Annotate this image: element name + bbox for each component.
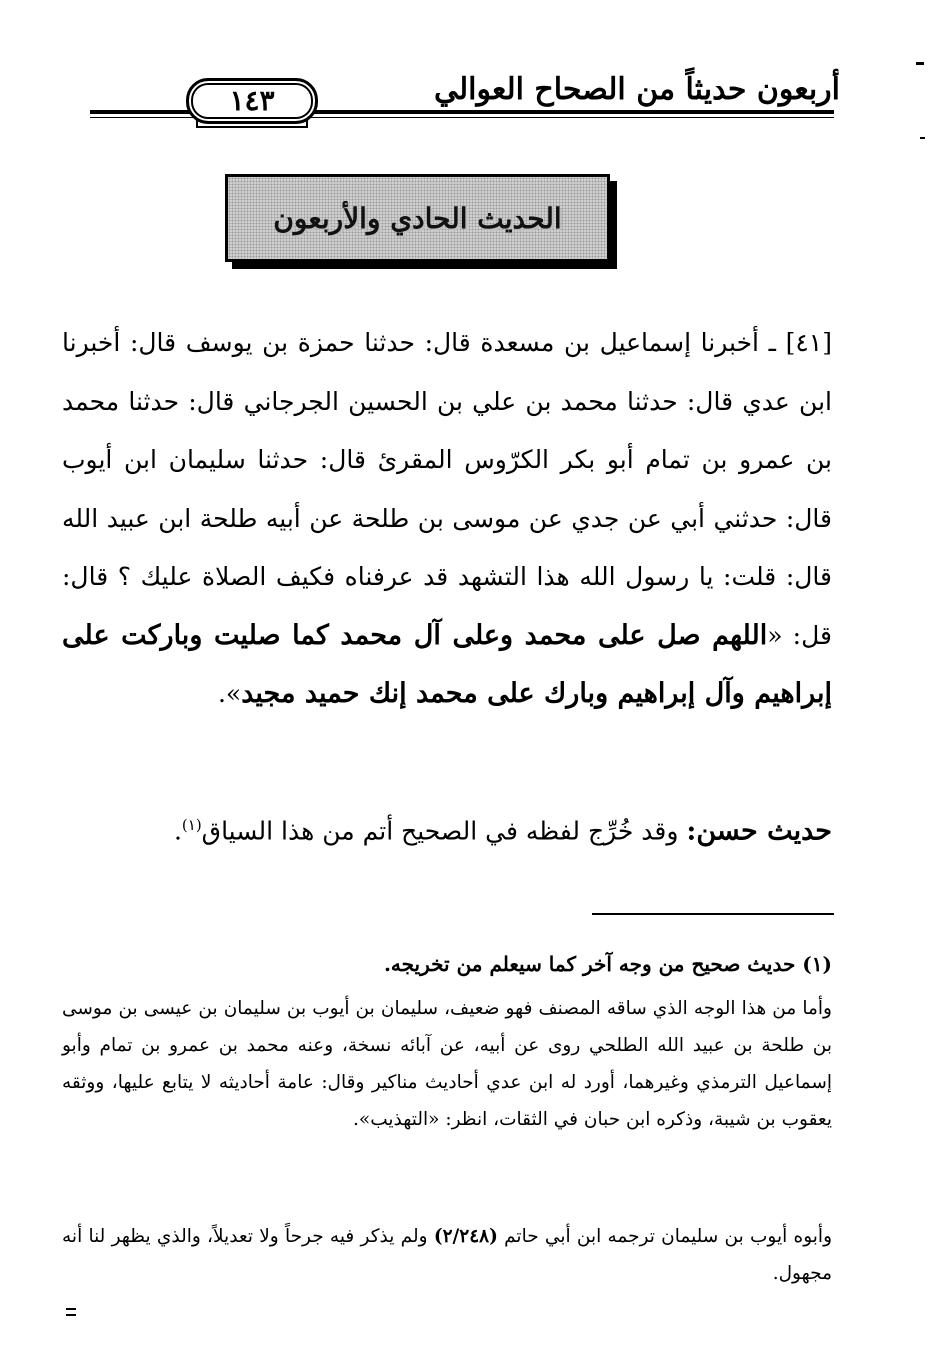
- footnote-p2-text: وأبوه أيوب بن سليمان ترجمه ابن أبي حاتم: [504, 1226, 833, 1247]
- footnote-separator: [592, 913, 834, 915]
- hadith-close: ».: [217, 679, 242, 708]
- footnote-p2-ref: (٢/٢٤٨): [433, 1226, 498, 1247]
- verdict-end: .: [173, 816, 182, 846]
- margin-mark: [916, 62, 924, 65]
- margin-mark: [920, 137, 925, 139]
- page-number: ١٤٣: [186, 78, 318, 124]
- hadith-prayer: اللهم صل على محمد وعلى آل محمد كما صليت وباركت على إبراهيم وآل إبراهيم وبارك على محمد إنك حميد مجيد: [62, 619, 832, 709]
- verdict-text: وقد خُرِّج لفظه في الصحيح أتم من هذا السياق: [201, 816, 679, 846]
- footnote-paragraph-1: وأما من هذا الوجه الذي ساقه المصنف فهو ضعيف، سليمان بن أيوب بن سليمان بن عيسى بن موسى بن طلحة بن عبيد الله الطلحي روى عن أبيه، عن آبائه نسخة، وعنه محمد بن عمرو بن تمام وأبو إسماعيل الترمذي وغيرهما، أورد له ابن عدي أحاديث مناكير وقال: عامة أحاديثه لا يتابع عليها، ووثقه يعقوب بن شيبة، وذكره ابن حبان في الثقات، انظر: «التهذيب».: [62, 998, 832, 1130]
- hadith-isnad: [٤١] ـ أخبرنا إسماعيل بن مسعدة قال: حدثنا حمزة بن يوسف قال: أخبرنا ابن عدي قال: حدثنا محمد بن علي بن الحسين الجرجاني قال: حدثنا محمد بن عمرو بن تمام أبو بكر الكرّوس المقرئ قال: حدثنا سليمان ابن أيوب قال: حدثني أبي عن جدي عن موسى بن طلحة عن أبيه طلحة ابن عبيد الله قال: قلت: يا رسول الله هذا التشهد قد عرفناه فكيف الصلاة عليك ؟ قال: قل: «: [62, 328, 832, 650]
- footnote-ref: (١): [181, 816, 202, 834]
- hadith-verdict: [62, 800, 832, 856]
- margin-mark: [66, 1308, 76, 1310]
- margin-mark: [66, 1314, 76, 1316]
- verdict-label: حديث حسن:: [686, 815, 832, 847]
- section-title: الحديث الحادي والأربعون: [273, 201, 562, 235]
- footnote-paragraph-2: [62, 1218, 832, 1292]
- running-header-title: أربعون حديثاً من الصحاح العوالي: [434, 72, 840, 107]
- footnote-1: (١) حديث صحيح من وجه آخر كما سيعلم من تخريجه.: [383, 952, 832, 976]
- footnote-p2-tail: ولم يذكر فيه جرحاً ولا تعديلاً، والذي يظهر لنا أنه مجهول.: [62, 1226, 832, 1284]
- hadith-text: [62, 314, 832, 724]
- section-title-box: [225, 174, 610, 262]
